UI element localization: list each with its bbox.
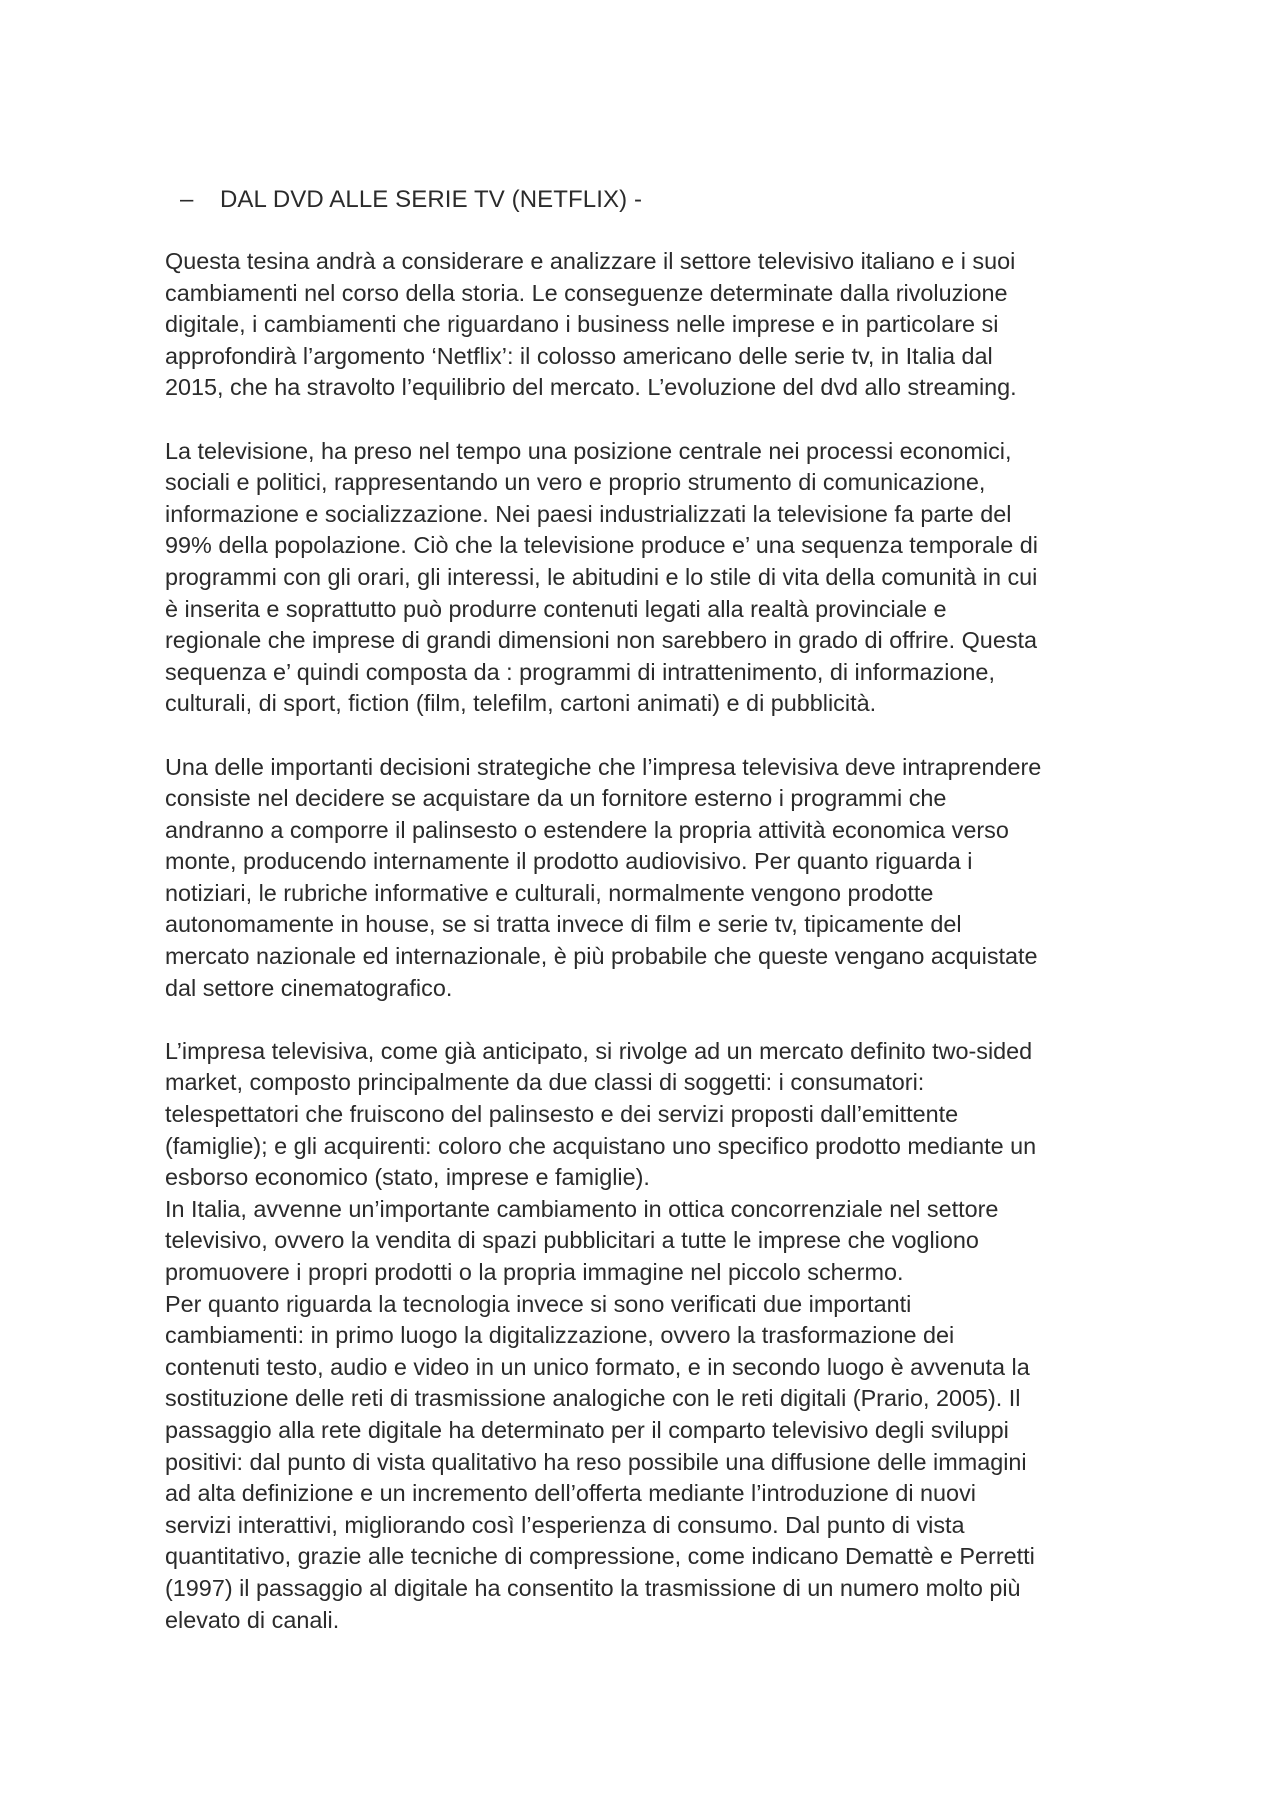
text-line: programmi con gli orari, gli interessi, le abitudini e lo stile di vita della comunità in cui (165, 563, 1038, 590)
text-line: esborso economico (stato, imprese e famiglie). (165, 1164, 650, 1191)
paragraph-television (165, 436, 1125, 720)
text-line: informazione e socializzazione. Nei paesi industrializzati la televisione fa parte del (165, 500, 1012, 527)
text-line: mercato nazionale ed internazionale, è più probabile che queste vengano acquistate (165, 943, 1038, 970)
text-line: consiste nel decidere se acquistare da un fornitore esterno i programmi che (165, 785, 947, 812)
text-line: (1997) il passaggio al digitale ha consentito la trasmissione di un numero molto più (165, 1574, 1021, 1601)
document-body (165, 246, 1125, 1636)
text-line: (famiglie); e gli acquirenti: coloro che acquistano uno specifico prodotto mediante un (165, 1132, 1037, 1159)
text-line: 99% della popolazione. Ciò che la televisione produce e’ una sequenza temporale di (165, 532, 1038, 559)
text-line: digitale, i cambiamenti che riguardano i business nelle imprese e in particolare si (165, 311, 999, 338)
text-line: monte, producendo internamente il prodotto audiovisivo. Per quanto riguarda i (165, 848, 973, 875)
text-line: autonomamente in house, se si tratta invece di film e serie tv, tipicamente del (165, 911, 962, 938)
text-line: notiziari, le rubriche informative e culturali, normalmente vengono prodotte (165, 879, 934, 906)
text-line: Questa tesina andrà a considerare e analizzare il settore televisivo italiano e i suoi (165, 248, 1016, 274)
text-line: regionale che imprese di grandi dimensioni non sarebbero in grado di offrire. Questa (165, 627, 1038, 654)
text-line: market, composto principalmente da due classi di soggetti: i consumatori: (165, 1069, 925, 1096)
text-line: sociali e politici, rappresentando un vero e proprio strumento di comunicazione, (165, 469, 986, 496)
text-line: promuovere i propri prodotti o la propria immagine nel piccolo schermo. (165, 1259, 904, 1285)
text-line: Per quanto riguarda la tecnologia invece si sono verificati due importanti (165, 1290, 912, 1317)
text-line: è inserita e soprattutto può produrre contenuti legati alla realtà provinciale e (165, 595, 947, 622)
text-line: La televisione, ha preso nel tempo una posizione centrale nei processi economici, (165, 437, 1012, 464)
text-line: cambiamenti nel corso della storia. Le conseguenze determinate dalla rivoluzione (165, 279, 1008, 306)
text-line: televisivo, ovvero la vendita di spazi pubblicitari a tutte le imprese che vogliono (165, 1227, 979, 1254)
text-line: approfondirà l’argomento ‘Netflix’: il colosso americano delle serie tv, in Italia dal (165, 342, 993, 369)
text-line: Una delle importanti decisioni strategiche che l’impresa televisiva deve intraprendere (165, 753, 1042, 780)
paragraph-strategy (165, 752, 1125, 1005)
heading-text: DAL DVD ALLE SERIE TV (NETFLIX) - (220, 186, 643, 213)
heading-dash: – (180, 186, 194, 213)
text-line: andranno a comporre il palinsesto o estendere la propria attività economica verso (165, 816, 1009, 843)
text-line: passaggio alla rete digitale ha determinato per il comparto televisivo degli sviluppi (165, 1416, 1009, 1443)
text-line: ad alta definizione e un incremento dell’offerta mediante l’introduzione di nuovi (165, 1480, 976, 1507)
text-line: telespettatori che fruiscono del palinsesto e dei servizi proposti dall’emittente (165, 1101, 959, 1128)
text-line: contenuti testo, audio e video in un unico formato, e in secondo luogo è avvenuta la (165, 1353, 1030, 1380)
text-line: 2015, che ha stravolto l’equilibrio del mercato. L’evoluzione del dvd allo streaming. (165, 374, 1017, 401)
text-line: culturali, di sport, fiction (film, telefilm, cartoni animati) e di pubblicità. (165, 690, 877, 717)
text-line: quantitativo, grazie alle tecniche di compressione, come indicano Demattè e Perretti (165, 1543, 1035, 1570)
text-line: cambiamenti: in primo luogo la digitalizzazione, ovvero la trasformazione dei (165, 1322, 955, 1349)
document-heading (180, 184, 642, 216)
text-line: positivi: dal punto di vista qualitativo ha reso possibile una diffusione delle immagini (165, 1448, 1027, 1475)
text-line: L’impresa televisiva, come già anticipato, si rivolge ad un mercato definito two-sided (165, 1037, 1033, 1064)
text-line: dal settore cinematografico. (165, 974, 453, 1001)
text-line: servizi interattivi, migliorando così l’esperienza di consumo. Dal punto di vista (165, 1511, 965, 1538)
text-line: sequenza e’ quindi composta da : programmi di intrattenimento, di informazione, (165, 658, 995, 685)
paragraph-intro (165, 246, 1125, 404)
paragraph-market (165, 1036, 1125, 1636)
text-line: In Italia, avvenne un’importante cambiamento in ottica concorrenziale nel settore (165, 1195, 999, 1222)
text-line: elevato di canali. (165, 1606, 340, 1633)
text-line: sostituzione delle reti di trasmissione analogiche con le reti digitali (Prario, 2005). Il (165, 1385, 1021, 1412)
